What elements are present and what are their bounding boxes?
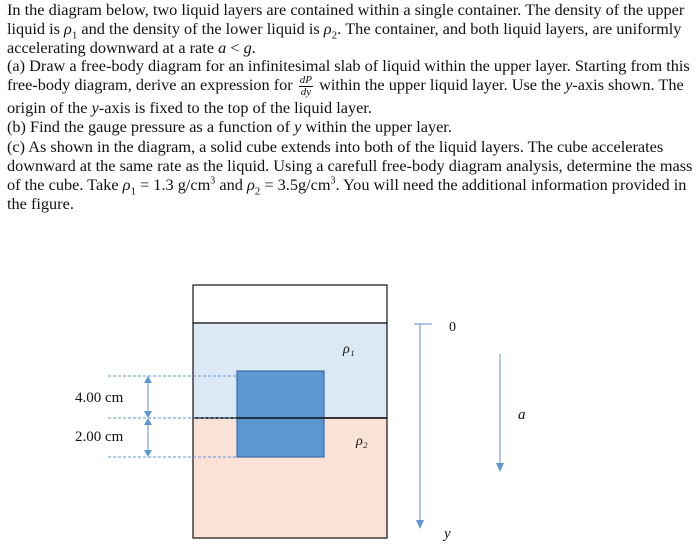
problem-intro: In the diagram below, two liquid layers are contained within a single container. The density of the upper liquid is $\rho_1$ and the density of the lower liquid is $\rho_2$. The container, and both liquid layers, are uniformly accelerating downward at a rate a < g. xyxy=(7,0,685,58)
dim-arrow-lower-head-bottom xyxy=(144,450,152,457)
problem-part-c: (c) As shown in the diagram, a solid cube extends into both of the liquid layers. The cube accelerates downward at the same rate as the liquid. Using a carefull free-body diagram analysis, determine the mass of the cube. Take $\rho_1 = 1.3$ $g/cm^3$ and $\rho_2 = 3.5g/cm^3$. You will need the additional information provided in the figure. xyxy=(7,136,693,213)
acceleration-arrow-head xyxy=(496,463,504,472)
dim-arrow-upper-head-top xyxy=(144,376,152,383)
acceleration-label: a⃗ xyxy=(518,407,538,423)
y-axis-arrow-head xyxy=(416,520,424,529)
dim-label-lower: 2.00 cm xyxy=(75,429,124,445)
solid-cube xyxy=(237,371,324,457)
problem-part-b: (b) Find the gauge pressure as a function of y within the upper layer. xyxy=(7,117,452,137)
container-air-region xyxy=(193,285,387,323)
dim-arrow-lower-head-top xyxy=(144,418,152,425)
problem-part-a: (a) Draw a free-body diagram for an infinitesimal slab of liquid within the upper layer. Starting from this free-body diagram, derive an expression for $\frac{dP}{dy}$ within the upper liquid layer. Use the y-axis shown. The origin of the y-axis is fixed to the top of the liquid layer. xyxy=(7,56,690,118)
density-label-lower: ρ₂ xyxy=(356,434,368,449)
y-axis-label: y xyxy=(444,526,451,542)
y-axis-origin-label: 0 xyxy=(449,320,456,335)
dim-arrow-upper-head-bottom xyxy=(144,411,152,418)
dp-dy-fraction: $\frac{dP}{dy}$ xyxy=(299,74,313,99)
dim-label-upper: 4.00 cm xyxy=(75,390,124,406)
density-label-upper: ρ₁ xyxy=(343,342,355,357)
